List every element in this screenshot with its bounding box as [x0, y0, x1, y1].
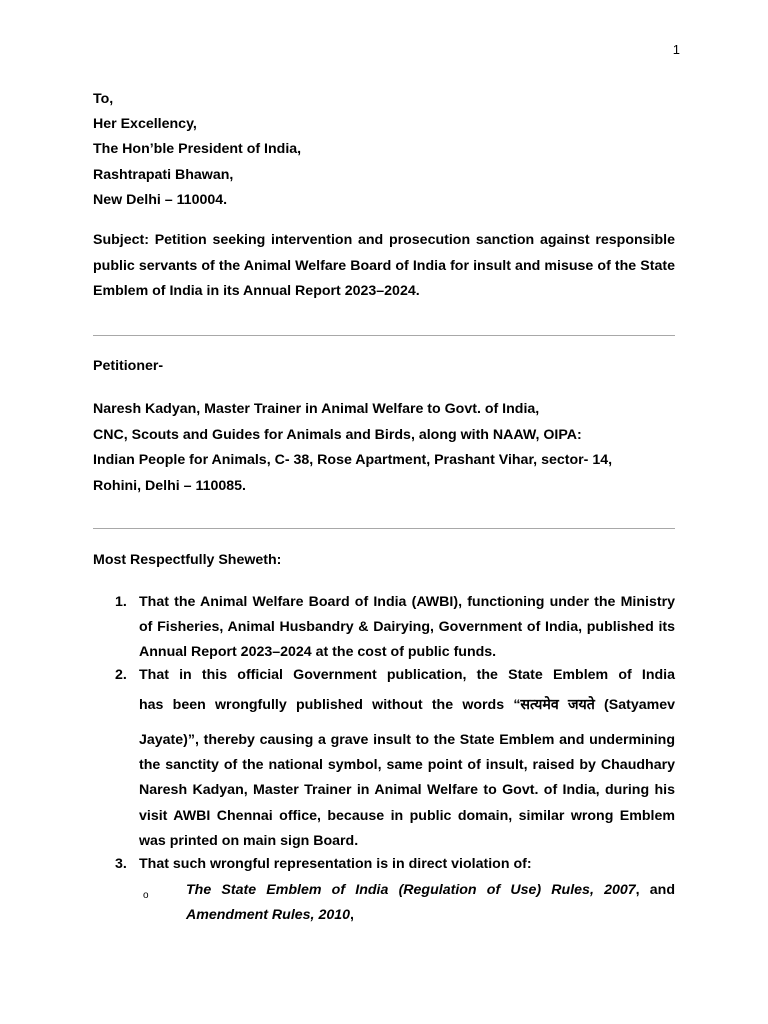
address-line: New Delhi – 110004.: [93, 191, 228, 208]
connector-text: , and: [635, 882, 675, 898]
addressee-block: [93, 87, 675, 213]
rule-citation: The State Emblem of India (Regulation of Use) Rules, 2007: [186, 882, 636, 898]
item-text-line: has been wrongfully published without the words “सत्यमेव जयते (Satyamev: [139, 697, 675, 713]
respectfully-heading: Most Respectfully Sheweth:: [93, 552, 282, 568]
address-line: Her Excellency,: [93, 116, 197, 133]
item-text: That such wrongful representation is in direct violation of:: [139, 856, 532, 872]
petitioner-line: CNC, Scouts and Guides for Animals and Birds, along with NAAW, OIPA:: [93, 426, 582, 443]
page-number: 1: [672, 42, 680, 57]
item-text-line: That in this official Government publication, the State Emblem of India: [139, 667, 675, 683]
divider: [93, 335, 675, 336]
petitioner-line: Rohini, Delhi – 110085.: [93, 477, 246, 494]
subject-text: Subject: Petition seeking intervention and prosecution sanction against responsible public servants of the Animal Welfare Board of India for insult and misuse of the State Emblem of India in its Annual Report 2023–2024.: [93, 232, 675, 299]
item-number: 3.: [115, 856, 127, 872]
tail-text: ,: [350, 907, 354, 924]
address-line: To,: [93, 91, 114, 107]
bullet-marker: o: [143, 890, 149, 901]
rule-citation: Amendment Rules, 2010: [186, 907, 351, 924]
sub-item-text: [186, 878, 675, 928]
item-text: Jayate)”, thereby causing a grave insult to the State Emblem and undermining the sanctity of the national symbol, same point of insult, raised by Chaudhary Naresh Kadyan, Master Trainer in Animal Welfare to Govt. of India, during his visit AWBI Chennai office, because in public domain, similar wrong Emblem was printed on main sign Board.: [139, 732, 675, 849]
address-line: The Hon’ble President of India,: [93, 141, 302, 158]
petitioner-line: Indian People for Animals, C- 38, Rose Apartment, Prashant Vihar, sector- 14,: [93, 452, 613, 468]
item-number: 2.: [115, 667, 127, 683]
petitioner-block: [93, 397, 675, 499]
subject-paragraph: [93, 228, 675, 305]
divider: [93, 528, 675, 529]
petitioner-heading: Petitioner-: [93, 358, 164, 374]
item-text: That the Animal Welfare Board of India (AWBI), functioning under the Ministry of Fisheries, Animal Husbandry & Dairying, Government of India, published its Annual Report 2023–2024 at the cost of public funds.: [139, 594, 675, 661]
item-number: 1.: [115, 594, 127, 610]
address-line: Rashtrapati Bhawan,: [93, 166, 234, 183]
petitioner-line: Naresh Kadyan, Master Trainer in Animal Welfare to Govt. of India,: [93, 401, 540, 417]
